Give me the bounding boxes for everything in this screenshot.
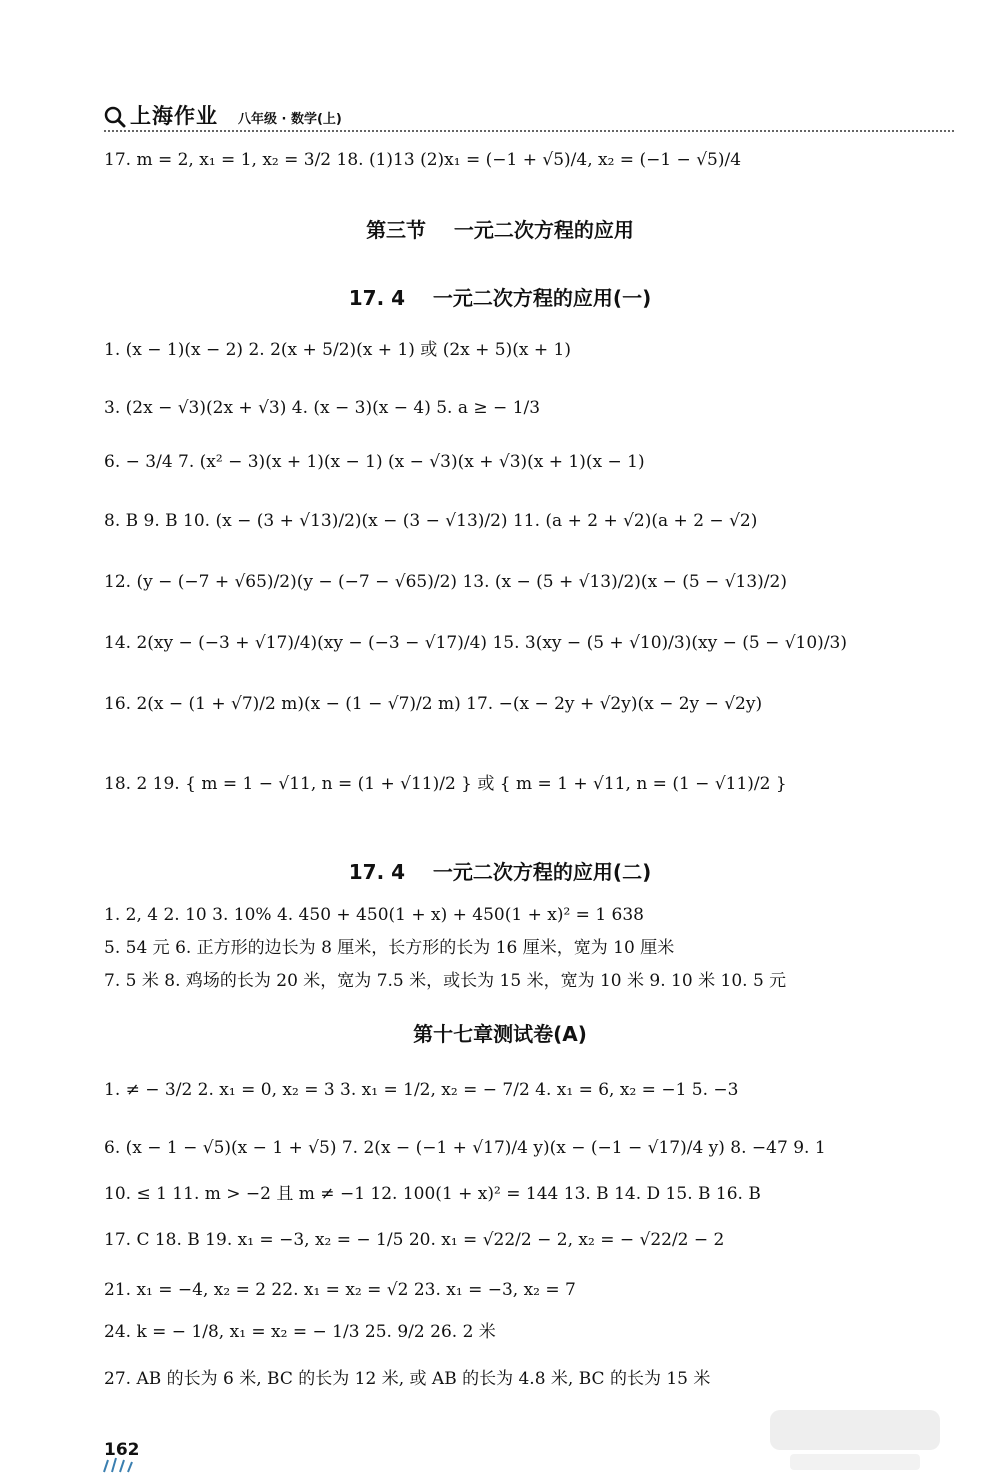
section-title-17-4-2: 17. 4 一元二次方程的应用(二) [348,860,652,884]
book-brand: 上海作业 [130,104,218,128]
answer-line: 17. C 18. B 19. x₁ = −3, x₂ = − 1/5 20. x₁ = √22/2 − 2, x₂ = − √22/2 − 2 [104,1230,725,1250]
section-title-17-4-1: 17. 4 一元二次方程的应用(一) [348,286,652,310]
answer-line: 18. 2 19. { m = 1 − √11, n = (1 + √11)/2 } 或 { m = 1 + √11, n = (1 − √11)/2 } [104,774,787,794]
page-number: 162 [104,1440,140,1460]
answer-line: 24. k = − 1/8, x₁ = x₂ = − 1/3 25. 9/2 26. 2 米 [104,1322,496,1342]
section-title-test-a: 第十七章测试卷(A) [413,1022,587,1046]
answer-line: 1. ≠ − 3/2 2. x₁ = 0, x₂ = 3 3. x₁ = 1/2, x₂ = − 7/2 4. x₁ = 6, x₂ = −1 5. −3 [104,1080,739,1100]
answer-line: 7. 5 米 8. 鸡场的长为 20 米，宽为 7.5 米，或长为 15 米，宽为 10 米 9. 10 米 10. 5 元 [104,971,787,991]
answer-line: 6. − 3/4 7. (x² − 3)(x + 1)(x − 1) (x − √3)(x + √3)(x + 1)(x − 1) [104,452,645,472]
answer-line: 1. 2, 4 2. 10 3. 10% 4. 450 + 450(1 + x) + 450(1 + x)² = 1 638 [104,905,644,925]
answer-line-17-18: 17. m = 2, x₁ = 1, x₂ = 3/2 18. (1)13 (2)x₁ = (−1 + √5)/4, x₂ = (−1 − √5)/4 [104,150,742,170]
answer-line: 8. B 9. B 10. (x − (3 + √13)/2)(x − (3 − √13)/2) 11. (a + 2 + √2)(a + 2 − √2) [104,511,758,531]
answer-line: 21. x₁ = −4, x₂ = 2 22. x₁ = x₂ = √2 23. x₁ = −3, x₂ = 7 [104,1280,576,1300]
page-header [104,96,342,130]
answer-line: 6. (x − 1 − √5)(x − 1 + √5) 7. 2(x − (−1 + √17)/4 y)(x − (−1 − √17)/4 y) 8. −47 9. 1 [104,1138,826,1158]
header-divider [104,130,954,132]
leaf-decoration-icon [100,1452,140,1476]
answer-line: 3. (2x − √3)(2x + √3) 4. (x − 3)(x − 4) 5. a ≥ − 1/3 [104,398,541,418]
answer-line: 5. 54 元 6. 正方形的边长为 8 厘米，长方形的长为 16 厘米，宽为 10 厘米 [104,938,675,958]
watermark-logo [760,1404,950,1474]
answer-line: 12. (y − (−7 + √65)/2)(y − (−7 − √65)/2) 13. (x − (5 + √13)/2)(x − (5 − √13)/2) [104,572,787,592]
answer-line: 27. AB 的长为 6 米, BC 的长为 12 米, 或 AB 的长为 4.8 米, BC 的长为 15 米 [104,1369,711,1389]
book-subtitle: 八年级 · 数学(上) [238,112,342,127]
answer-line: 14. 2(xy − (−3 + √17)/4)(xy − (−3 − √17)/4) 15. 3(xy − (5 + √10)/3)(xy − (5 − √10)/3) [104,633,847,653]
section-title-3: 第三节 一元二次方程的应用 [366,218,634,242]
magnifier-logo-icon [104,106,126,128]
answer-line: 1. (x − 1)(x − 2) 2. 2(x + 5/2)(x + 1) 或 (2x + 5)(x + 1) [104,340,571,360]
answer-line: 16. 2(x − (1 + √7)/2 m)(x − (1 − √7)/2 m) 17. −(x − 2y + √2y)(x − 2y − √2y) [104,694,763,714]
answer-line: 10. ≤ 1 11. m > −2 且 m ≠ −1 12. 100(1 + x)² = 144 13. B 14. D 15. B 16. B [104,1184,761,1204]
